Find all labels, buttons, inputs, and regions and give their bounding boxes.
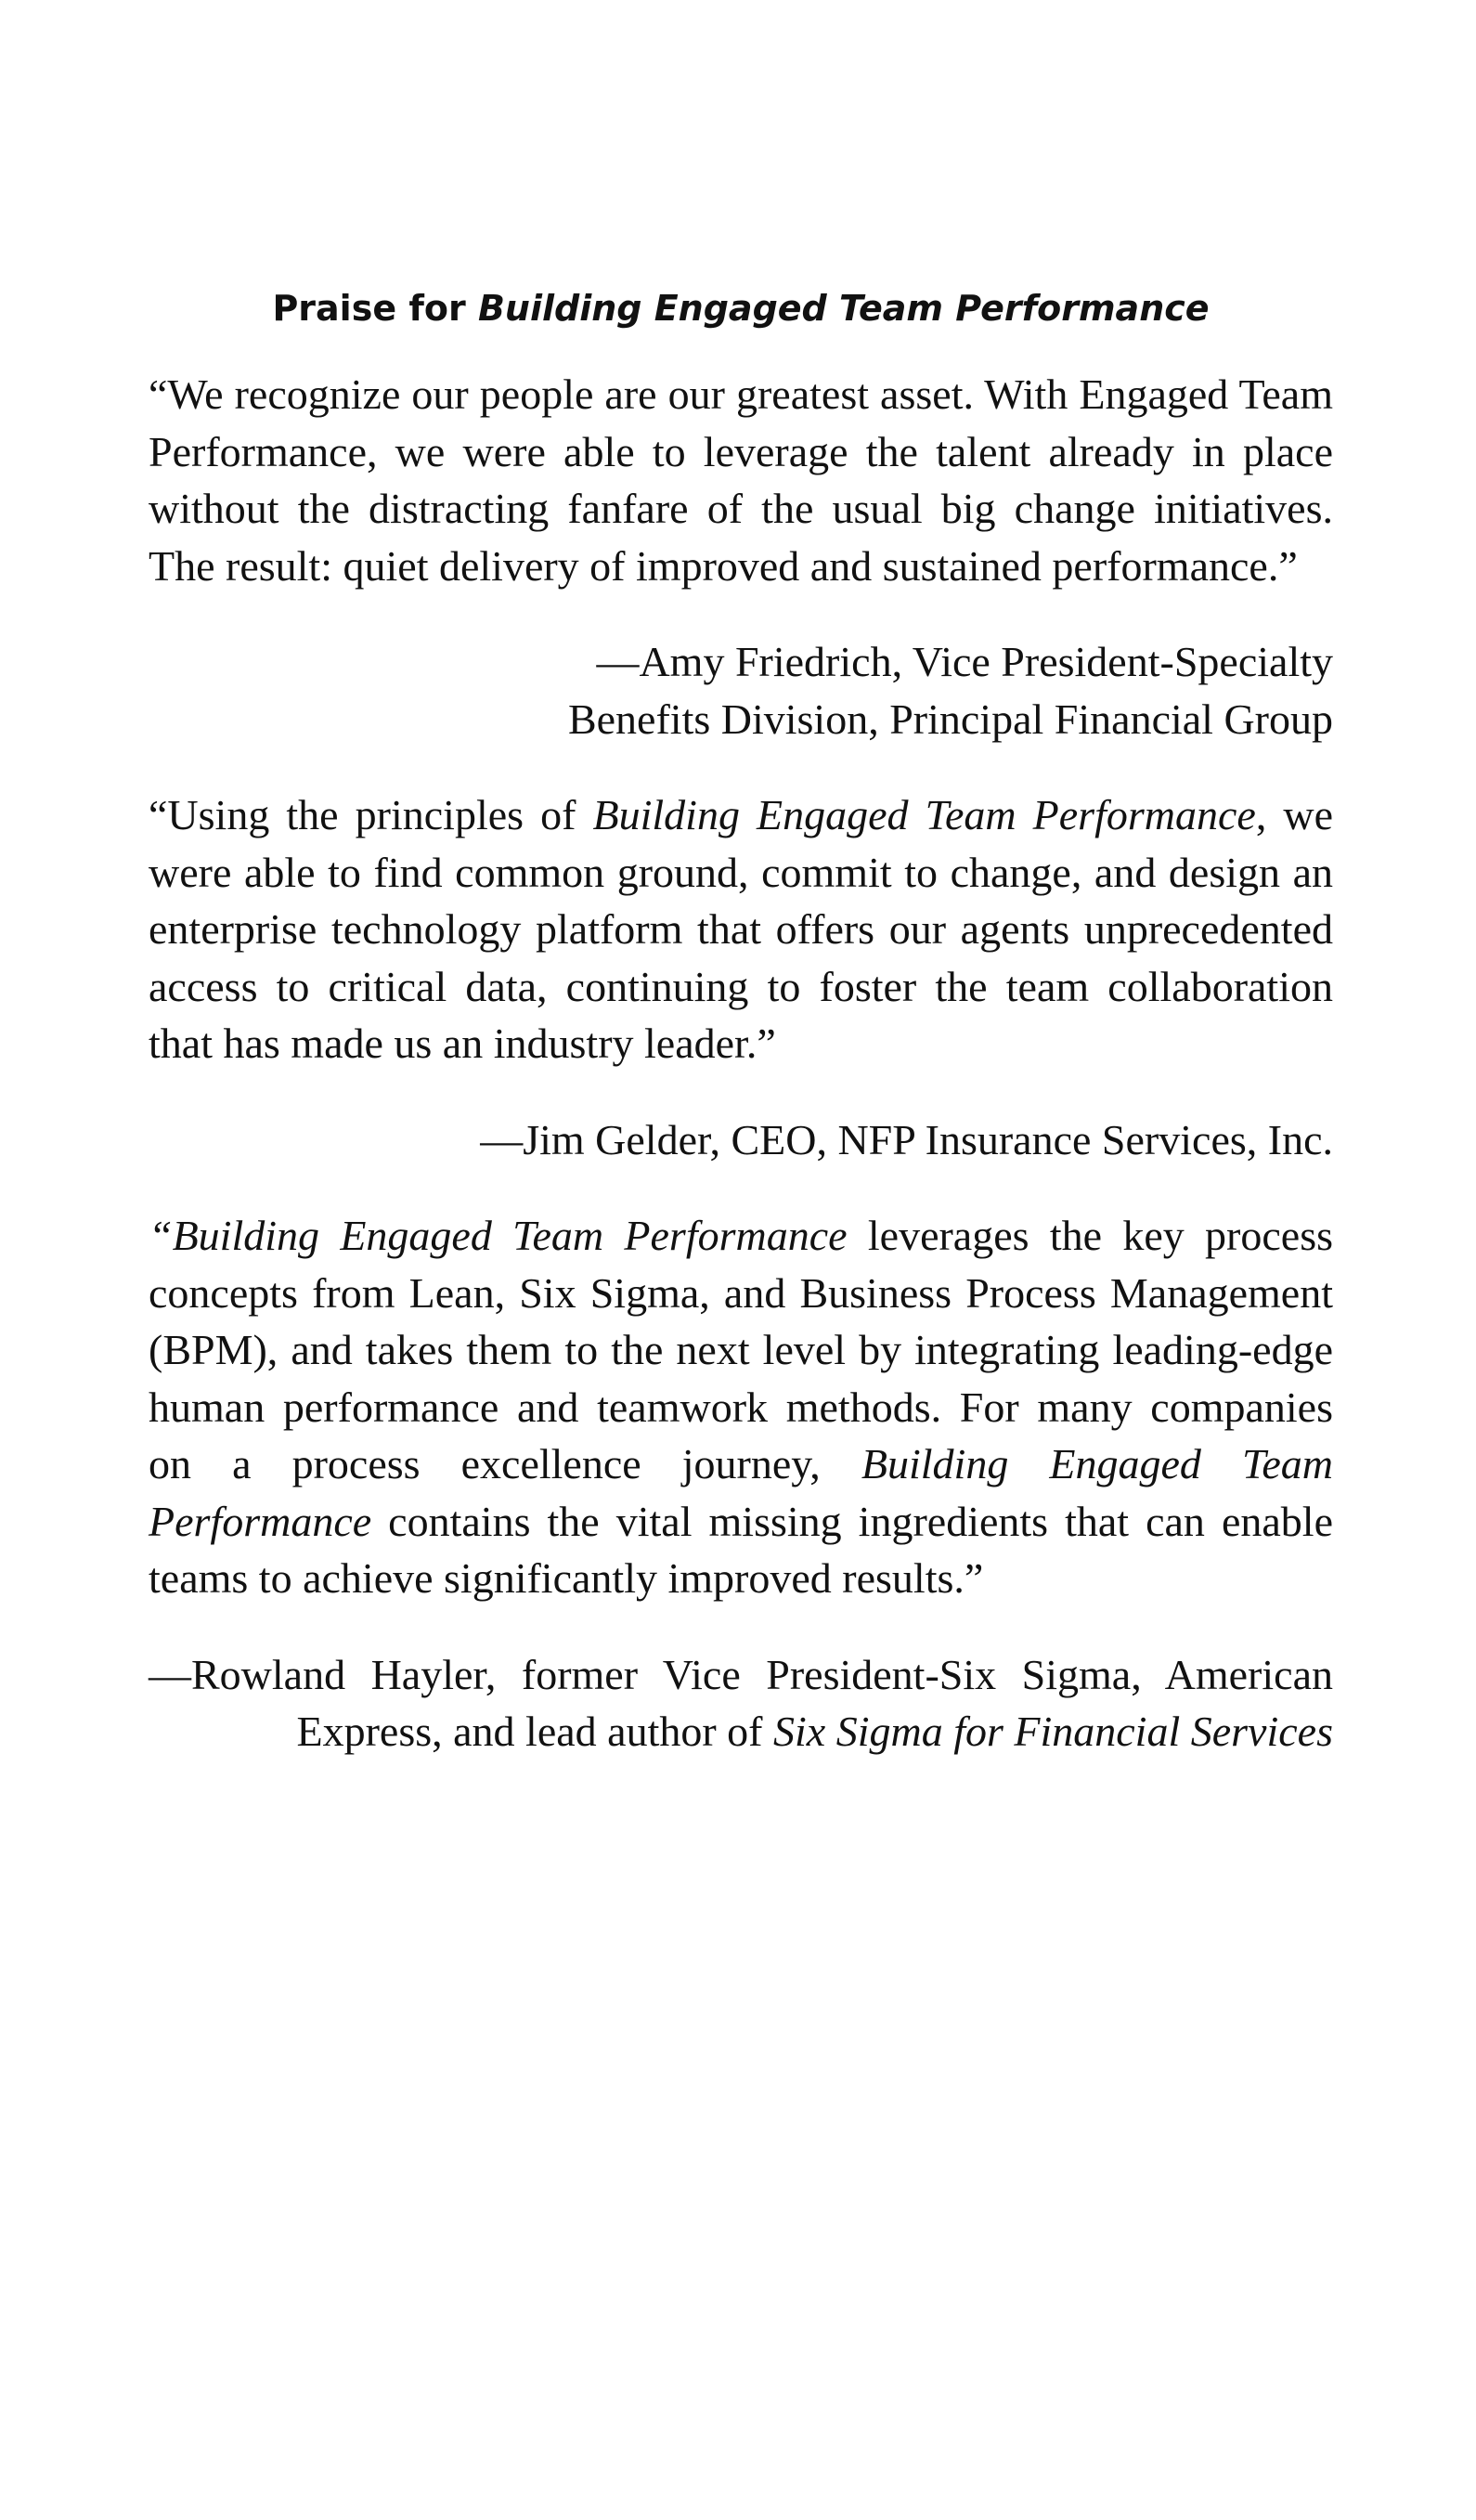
attribution-3-line-2 — [149, 1703, 1333, 1760]
testimonial-quote-3 — [149, 1207, 1333, 1607]
attribution-3-line-2-text: Express, and lead author of — [296, 1708, 773, 1755]
quote-3-book-title-open: “Building Engaged Team Performance — [149, 1212, 848, 1259]
heading-prefix: Praise for — [272, 288, 478, 329]
attribution-1-line-2: Benefits Division, Principal Financial Group — [567, 695, 1333, 743]
praise-page — [149, 288, 1333, 1799]
quote-2-open: “Using the principles of — [149, 791, 593, 838]
testimonial-attribution-1 — [149, 633, 1333, 747]
testimonial-quote-2 — [149, 786, 1333, 1072]
attribution-2-line-1: —Jim Gelder, CEO, NFP Insurance Services, Inc. — [480, 1115, 1333, 1163]
attribution-3-book-title: Six Sigma for Financial Services — [773, 1708, 1333, 1755]
testimonial-attribution-3 — [149, 1646, 1333, 1760]
quote-2-rest: , we were able to find common ground, commit to change, and design an enterprise technology platform that offers our agents unprecedented access to critical data, continuing to foster the team collaboration that has made us an industry leader.” — [149, 791, 1334, 1067]
attribution-3-line-1: —Rowland Hayler, former Vice President-Six Sigma, American — [149, 1650, 1333, 1698]
testimonial-attribution-2 — [149, 1111, 1333, 1169]
page-title — [149, 288, 1333, 329]
quote-3-part-2: contains the vital missing ingredients that can enable teams to achieve significantly improved results.” — [149, 1497, 1333, 1602]
quote-2-book-title: Building Engaged Team Performance — [592, 791, 1256, 838]
heading-book-title: Building Engaged Team Performance — [477, 288, 1210, 329]
quote-3-book-title-mid: Building Engaged Team Performance — [149, 1440, 1334, 1545]
quote-3-part-1: leverages the key process concepts from Lean, Six Sigma, and Business Process Management (BPM), and takes them to the next level by integrating leading-edge human performance and teamwork methods. For many companies on a process excellence journey, — [149, 1212, 1333, 1487]
attribution-1-line-1: —Amy Friedrich, Vice President-Specialty — [596, 638, 1333, 685]
testimonial-quote-1: “We recognize our people are our greatest asset. With Engaged Team Performance, we were able to leverage the talent already in place without the distracting fanfare of the usual big change initiatives. The result: quiet delivery of improved and sustained performance.” — [149, 370, 1333, 590]
